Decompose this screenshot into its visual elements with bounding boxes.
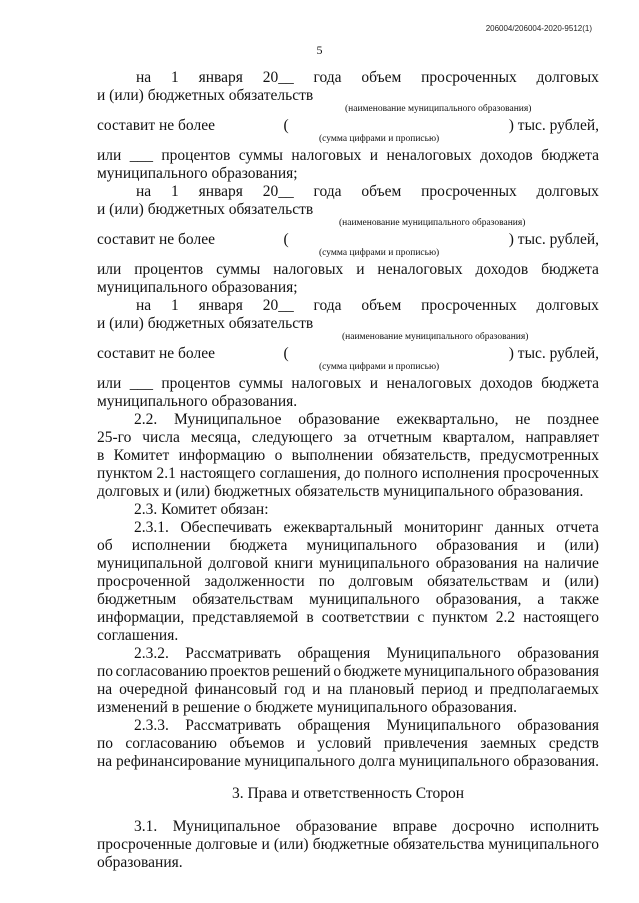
word: 2.3.2. [134,645,169,662]
word: или [97,375,122,392]
word: Комитет [113,447,170,464]
caption [97,363,599,375]
word: объем [361,297,402,314]
line-suffix: ) тыс. рублей, [508,345,599,362]
word: рефинансирование [115,753,241,770]
line-suffix: ) тыс. рублей, [508,231,599,248]
word: отчета [556,519,599,536]
word: образования, [435,591,522,608]
justified-line [97,147,599,165]
paragraph-heading: 2.3. Комитет обязан: [134,501,269,518]
text-line: муниципального образования; [97,279,298,296]
caption-org: (наименование муниципального образования) [345,104,532,114]
word: на [136,297,152,314]
word: долговых [536,183,599,200]
word: января [198,183,243,200]
word: с [417,609,425,626]
justified-line [97,375,599,393]
justified-line [97,519,599,537]
word: информации, [97,609,185,626]
word: обращения [297,645,371,662]
word: 2.3.1. [134,519,169,536]
line-prefix: составит не более [97,231,215,248]
word: обязательств, [382,447,471,464]
word: 2.1 [156,465,176,482]
word: объемов [229,735,285,752]
word: настоящего [523,609,599,626]
paren-open: ( [283,345,289,362]
word: бюджета [541,147,599,164]
word: образования. [513,753,599,770]
word: а [537,591,545,608]
word: (или) [564,573,599,590]
word: на [136,183,152,200]
line-prefix: составит не более [97,117,215,134]
word: Муниципального [386,645,501,662]
word: (или) [273,836,309,853]
word: обязательствам [192,591,294,608]
justified-line [97,465,599,483]
word: пунктом [97,465,153,482]
word: на [97,681,113,698]
word: года [313,183,342,200]
document-body [97,69,599,872]
word: кварталом, [442,429,515,446]
caption-org: (наименование муниципального образования) [339,218,526,228]
word: досрочно [452,818,515,835]
justified-line [97,297,599,315]
word: до [344,465,361,482]
word: заемных [480,735,537,752]
blank-field [221,350,276,363]
word: процентов [134,261,204,278]
text-line: долговых и (или) бюджетных обязательств муниципального образования. [97,483,584,500]
word: неналоговых [386,375,472,392]
word: и [369,375,379,392]
word: просроченных [503,465,599,482]
word: средств [548,735,599,752]
word: (или) [564,537,599,554]
paren-open: ( [283,117,289,134]
word: ___ [129,375,153,392]
justified-line [97,681,599,699]
word: настоящего [179,465,256,482]
text-line: муниципального образования. [97,393,298,410]
justified-line [97,555,599,573]
justified-line [97,573,599,591]
caption [97,105,599,117]
word: процентов [161,147,231,164]
word: обращения [297,717,371,734]
text-line: образования. [97,854,183,871]
word: исполнении [131,537,211,554]
word: 1 [171,183,179,200]
text-line: соглашения. [97,627,179,644]
word: муниципального [403,663,515,680]
justified-line [97,818,599,836]
paren-open: ( [283,231,289,248]
word: образование [295,818,378,835]
word: вправе [392,818,438,835]
word: муниципального [398,753,510,770]
word: 2.2. [134,411,158,428]
word: просроченные [97,836,192,853]
word: долговых [536,69,599,86]
word: бюджете [343,663,402,680]
justified-line [97,836,599,854]
word: и [369,147,379,164]
section-title: 3. Права и ответственность Сторон [231,785,465,802]
justified-line [97,537,599,555]
word: просроченных [421,183,517,200]
word: представляемой [192,609,299,626]
word: муниципальной [97,555,203,572]
word: неналоговых [386,147,472,164]
word: обязательства [393,836,485,853]
word: очередной [119,681,188,698]
word: на [97,753,113,770]
word: исполнить [529,818,599,835]
word: или [97,147,122,164]
word: Рассматривать [185,645,282,662]
word: отчетным [367,429,432,446]
word: 20__ [262,297,294,314]
caption [97,333,599,345]
word: бюджета [229,537,288,554]
word: предполагаемых [489,681,599,698]
word: на [136,69,152,86]
word: образования [435,555,518,572]
word: января [198,297,243,314]
word: направляет [525,429,599,446]
word: и [296,735,306,752]
word: следующего [251,429,333,446]
word: 1 [171,297,179,314]
word: Муниципальное [172,818,281,835]
word: 2.2 [495,609,516,626]
word: в [97,447,105,464]
word: объем [361,183,402,200]
word: 2.3.3. [134,717,169,734]
word: суммы [238,147,283,164]
word: и [536,537,546,554]
word: по [97,735,114,752]
word: образование [298,411,380,428]
word: мониторинг [404,519,484,536]
word: неналоговых [377,261,463,278]
justified-line [97,591,599,609]
word: решений [272,663,331,680]
word: и [542,573,551,590]
word: данных [494,519,545,536]
justified-line [97,183,599,201]
word: и [356,261,365,278]
word: год [284,681,306,698]
word: период [421,681,468,698]
word: бюджетным [97,591,177,608]
justified-line [97,429,599,447]
word: Обеспечивать [180,519,272,536]
word: Муниципального [386,717,501,734]
word: информацию [178,447,266,464]
line-prefix: и (или) бюджетных обязательств [97,315,314,332]
word: процентов [161,375,231,392]
word: 1 [171,69,179,86]
word: плановый [349,681,415,698]
word: финансовый [194,681,278,698]
justified-line [97,411,599,429]
word: о [333,663,342,680]
line-prefix: составит не более [97,345,215,362]
word: образования [436,537,518,554]
word: доходов [475,261,529,278]
word: суммы [238,375,283,392]
word: муниципального [309,591,420,608]
text-line: изменений в решение о бюджете муниципального образования. [97,699,518,716]
word: и [261,836,270,853]
justified-line [97,663,599,681]
justified-line [97,753,599,771]
word: в [306,609,314,626]
word: бюджета [541,375,599,392]
document-id: 206004/206004-2020-9512(1) [485,24,592,33]
word: по [97,663,114,680]
word: книги [274,555,314,572]
word: 20__ [262,69,294,86]
word: соответствии [321,609,410,626]
word: не [515,411,531,428]
word: года [313,69,342,86]
word: образования [517,645,599,662]
word: бюджета [541,261,599,278]
word: долговым [348,573,414,590]
word: обязательствам [427,573,529,590]
page-number: 5 [316,43,323,57]
word: и [312,681,321,698]
caption-sum: (сумма цифрами и прописью) [319,362,440,372]
word: муниципального [488,836,599,853]
word: выполнении [291,447,374,464]
word: на [523,555,539,572]
word: позднее [547,411,599,428]
word: объем [361,69,402,86]
word: 3.1. [134,818,158,835]
word: полного [364,465,418,482]
caption-org: (наименование муниципального образования) [342,332,529,342]
word: ежеквартальный [283,519,393,536]
word: муниципального [319,555,430,572]
word: образования [517,663,599,680]
word: налоговых [291,147,362,164]
word: месяца, [190,429,241,446]
justified-line [97,735,599,753]
word: на [327,681,343,698]
word: условий [317,735,372,752]
text-line: муниципального образования; [97,165,298,182]
word: просроченной [97,573,191,590]
word: бюджетные [312,836,389,853]
word: образования [517,717,599,734]
line-prefix: и (или) бюджетных обязательств [97,201,314,218]
word: 25-го [97,429,132,446]
word: также [560,591,599,608]
justified-line [97,447,599,465]
word: по [318,573,335,590]
blank-field [221,236,276,249]
justified-line [97,261,599,279]
line-suffix: ) тыс. рублей, [508,117,599,134]
word: соглашения, [259,465,341,482]
word: 20__ [262,183,294,200]
word: предусмотренных [480,447,599,464]
word: налоговых [291,375,362,392]
caption-sum: (сумма цифрами и прописью) [319,248,440,258]
word: ___ [129,147,153,164]
word: Муниципальное [173,411,282,428]
caption [97,219,599,231]
justified-line [97,609,599,627]
word: согласованию [125,735,218,752]
word: налоговых [273,261,344,278]
word: доходов [480,147,533,164]
justified-line [97,717,599,735]
word: долговые [195,836,258,853]
word: муниципального [306,537,418,554]
justified-line [97,645,599,663]
word: января [198,69,243,86]
word: Рассматривать [185,717,282,734]
word: и [474,681,483,698]
word: просроченных [421,69,517,86]
word: наличие [544,555,599,572]
word: об [97,537,113,554]
justified-line [97,69,599,87]
word: суммы [216,261,261,278]
word: за [343,429,357,446]
line-prefix: и (или) бюджетных обязательств [97,87,314,104]
word: согласованию [115,663,208,680]
word: долговых [536,297,599,314]
caption [97,249,599,261]
word: пунктом [432,609,488,626]
word: числа [142,429,180,446]
caption [97,135,599,147]
word: доходов [480,375,533,392]
word: привлечения [383,735,468,752]
blank-field [221,122,276,135]
word: просроченных [421,297,517,314]
word: задолженности [204,573,305,590]
word: или [97,261,122,278]
caption-sum: (сумма цифрами и прописью) [319,134,440,144]
word: о [274,447,283,464]
word: исполнения [421,465,500,482]
word: долговой [208,555,269,572]
word: долга [358,753,396,770]
word: проектов [209,663,270,680]
word: года [313,297,342,314]
word: муниципального [244,753,356,770]
word: ежеквартально, [396,411,499,428]
